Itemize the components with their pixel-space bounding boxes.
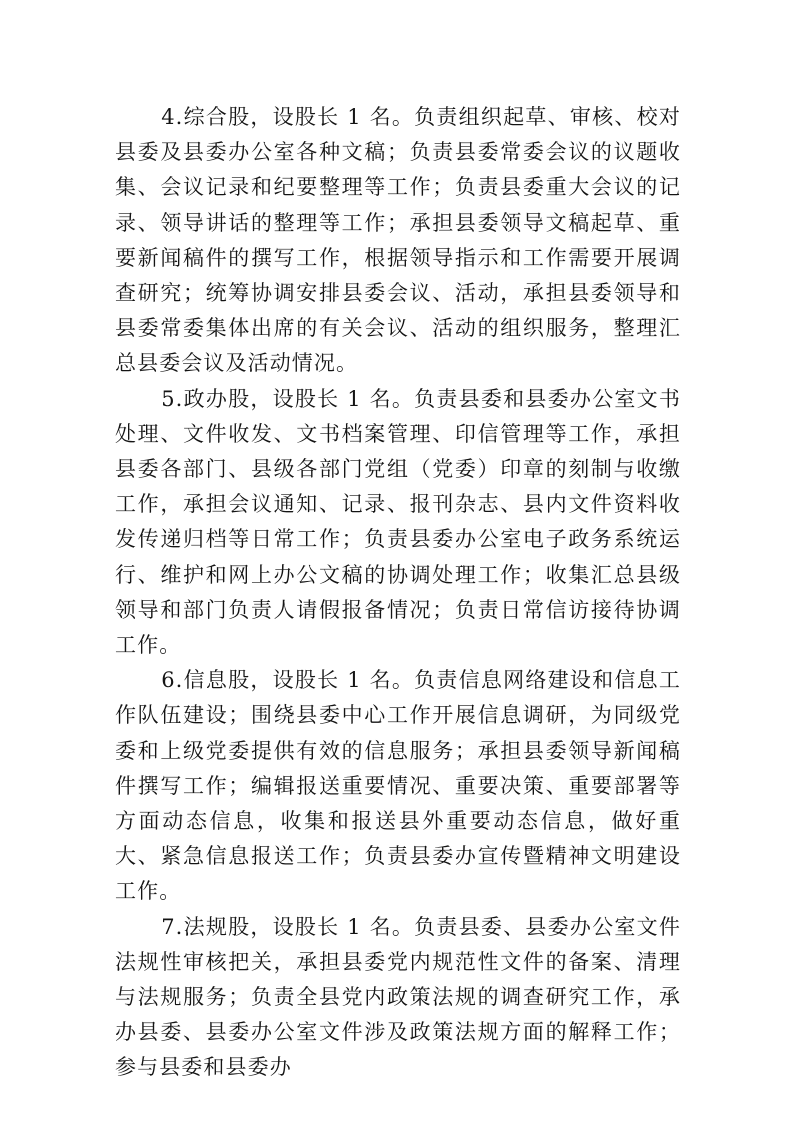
- body-text: [115, 100, 681, 1086]
- paragraph-xinxi-section: 6.信息股，设股长 1 名。负责信息网络建设和信息工作队伍建设；围绕县委中心工作开展信息调研，为同级党委和上级党委提供有效的信息服务；承担县委领导新闻稿件撰写工作；编辑报送重要情况、重要决策、重要部署等方面动态信息，收集和报送县外重要动态信息，做好重大、紧急信息报送工作；负责县委办宣传暨精神文明建设工作。: [115, 668, 681, 904]
- paragraph-zhengban-section: 5.政办股，设股长 1 名。负责县委和县委办公室文书处理、文件收发、文书档案管理、印信管理等工作，承担县委各部门、县级各部门党组（党委）印章的刻制与收缴工作，承担会议通知、记录、报刊杂志、县内文件资料收发传递归档等日常工作；负责县委办公室电子政务系统运行、维护和网上办公文稿的协调处理工作；收集汇总县级领导和部门负责人请假报备情况；负责日常信访接待协调工作。: [115, 386, 681, 658]
- paragraph-fagui-section: 7.法规股，设股长 1 名。负责县委、县委办公室文件法规性审核把关，承担县委党内规范性文件的备案、清理与法规服务；负责全县党内政策法规的调查研究工作，承办县委、县委办公室文件涉及政策法规方面的解释工作；参与县委和县委办: [115, 914, 681, 1080]
- paragraph-zonghe-section: 4.综合股，设股长 1 名。负责组织起草、审核、校对县委及县委办公室各种文稿；负责县委常委会议的议题收集、会议记录和纪要整理等工作；负责县委重大会议的记录、领导讲话的整理等工作；承担县委领导文稿起草、重要新闻稿件的撰写工作，根据领导指示和工作需要开展调查研究；统筹协调安排县委会议、活动，承担县委领导和县委常委集体出席的有关会议、活动的组织服务，整理汇总县委会议及活动情况。: [115, 105, 681, 376]
